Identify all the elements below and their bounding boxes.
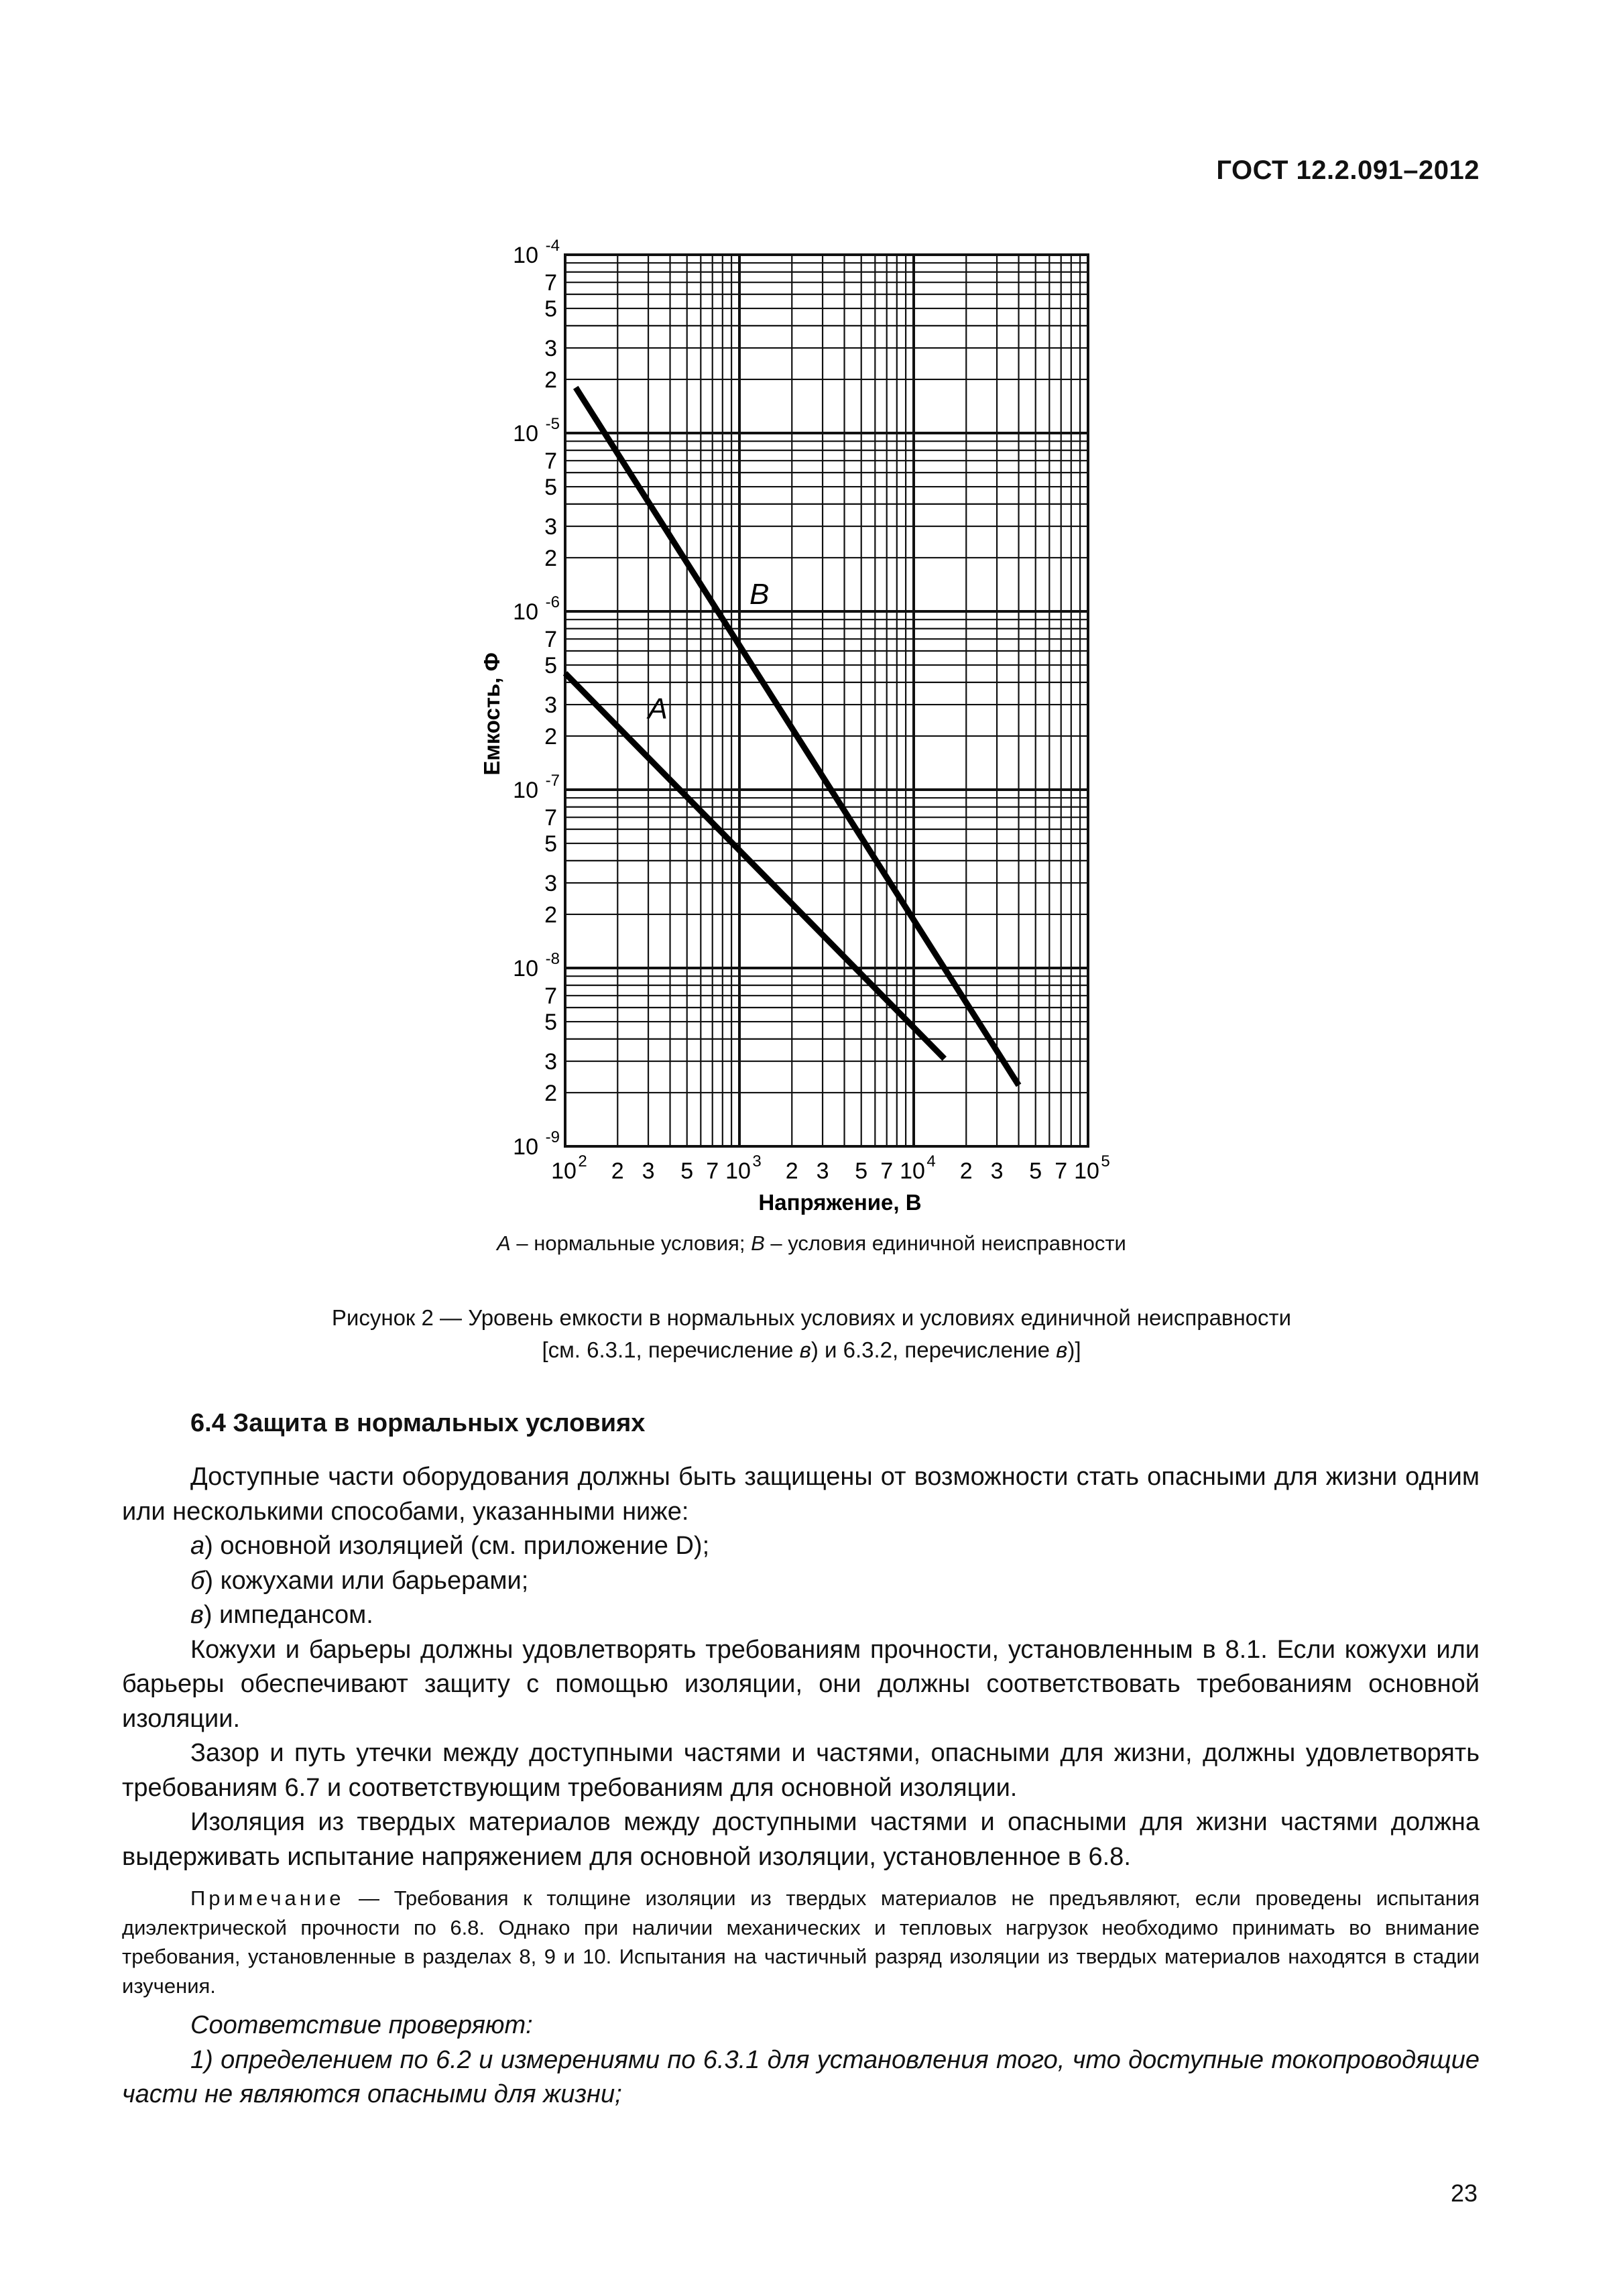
list-item-c: в) импедансом. [190,1601,373,1629]
note-paragraph [122,1884,1480,2000]
chart-grid [565,255,1088,1146]
y-tick-exponent: -8 [545,950,560,968]
x-tick-label: 3 [990,1158,1004,1184]
x-tick-label: 2 [611,1158,624,1184]
y-tick-label: 7 [544,448,557,475]
list-item-a: а) основной изоляцией (см. приложение D); [190,1532,710,1560]
page-number: 23 [1450,2179,1478,2207]
x-axis-label: Напряжение, В [758,1190,922,1215]
x-tick-exponent: 2 [578,1152,587,1170]
x-tick-label: 5 [1029,1158,1042,1184]
list-item-b: б) кожухами или барьерами; [190,1566,529,1595]
y-tick-label: 7 [544,983,557,1010]
note-text: — Требования к толщине изоляции из твердых материалов не предъявляют, если проведены испытания диэлектрической прочности по 6.8. Однако при наличии механических и тепловых нагрузок необходимо принимать во внимание требования, установленные в разделах 8, 9 и 10. Испытания на частичный разряд изоляции из твердых материалов находятся в стадии изучения. [122,1886,1480,1998]
series-line-a [565,673,945,1059]
y-tick-label: 10 [513,599,538,625]
compliance-heading: Соответствие проверяют: [190,2011,533,2039]
y-tick-label: 3 [544,871,557,897]
legend-key-b: В [751,1231,765,1255]
y-tick-label: 3 [544,336,557,362]
y-tick-label: 10 [513,1134,538,1160]
paragraph-clearance: Зазор и путь утечки между доступными частями и частями, опасными для жизни, должны удовлетворять требованиям 6.7 и соответствующим требованиям для основной изоляции. [122,1739,1480,1802]
x-tick-label: 10 [900,1158,925,1184]
x-tick-label: 5 [855,1158,868,1184]
chart-legend [0,1231,1623,1256]
section-title: 6.4 Защита в нормальных условиях [190,1409,646,1437]
paragraph-enclosures: Кожухи и барьеры должны удовлетворять требованиям прочности, установленным в 8.1. Если кожухи или барьеры обеспечивают защиту с помощью изоляции, они должны соответствовать требованиям основной изоляции. [122,1635,1480,1733]
y-tick-label: 2 [544,367,557,393]
y-tick-exponent: -5 [545,415,560,433]
x-tick-exponent: 3 [752,1152,762,1170]
x-tick-label: 7 [1055,1158,1068,1184]
y-tick-label: 7 [544,805,557,831]
y-tick-label: 7 [544,270,557,296]
document-code: ГОСТ 12.2.091–2012 [1216,156,1480,185]
y-tick-label: 10 [513,243,538,268]
caption-line-2: [см. 6.3.1, перечисление в) и 6.3.2, перечисление в)] [542,1337,1081,1362]
y-tick-labels [513,237,560,1160]
x-tick-labels [551,1152,1110,1184]
series-label-a: A [648,692,668,726]
y-tick-label: 5 [544,831,557,857]
series-label-b: B [749,577,770,611]
y-tick-label: 5 [544,653,557,679]
x-tick-label: 2 [959,1158,973,1184]
y-tick-label: 2 [544,723,557,749]
y-tick-exponent: -9 [545,1128,560,1146]
y-tick-label: 10 [513,778,538,803]
note-label: Примечание [190,1886,345,1910]
y-tick-label: 5 [544,475,557,501]
legend-key-a: А [497,1231,511,1255]
section-body [122,1460,1480,2112]
y-tick-label: 2 [544,902,557,928]
y-tick-label: 10 [513,421,538,446]
x-tick-label: 7 [706,1158,719,1184]
x-tick-label: 3 [816,1158,829,1184]
x-tick-exponent: 5 [1101,1152,1110,1170]
y-tick-label: 2 [544,545,557,571]
paragraph-insulation: Изоляция из твердых материалов между доступными частями и опасными для жизни частями должна выдерживать испытание напряжением для основной изоляции, установленное в 6.8. [122,1808,1480,1871]
legend-text-b: – условия единичной неисправности [764,1231,1126,1255]
y-tick-exponent: -4 [545,237,560,255]
y-tick-label: 2 [544,1080,557,1106]
compliance-item-1: 1) определением по 6.2 и измерениями по 6.3.1 для установления того, что доступные токопроводящие части не являются опасными для жизни; [122,2045,1480,2108]
y-tick-exponent: -7 [545,772,560,790]
y-tick-label: 10 [513,956,538,981]
x-tick-exponent: 4 [926,1152,936,1170]
y-tick-label: 3 [544,692,557,719]
x-tick-label: 2 [785,1158,798,1184]
y-axis-label: Емкость, Ф [479,652,504,776]
plot-frame [565,255,1088,1146]
x-tick-label: 5 [680,1158,694,1184]
y-tick-exponent: -6 [545,593,560,611]
caption-line-1: Рисунок 2 — Уровень емкости в нормальных условиях и условиях единичной неисправности [331,1305,1292,1330]
y-tick-label: 3 [544,1049,557,1075]
figure-caption [0,1302,1623,1366]
y-tick-label: 5 [544,296,557,322]
x-tick-label: 3 [642,1158,655,1184]
x-tick-label: 10 [551,1158,577,1184]
intro-paragraph: Доступные части оборудования должны быть защищены от возможности стать опасными для жизни одним или несколькими способами, указанными ниже: [122,1463,1480,1526]
y-tick-label: 7 [544,627,557,653]
y-tick-label: 5 [544,1010,557,1036]
x-tick-label: 10 [725,1158,751,1184]
y-tick-label: 3 [544,514,557,540]
x-tick-label: 10 [1074,1158,1099,1184]
legend-text-a: – нормальные условия; [510,1231,752,1255]
x-tick-label: 7 [880,1158,894,1184]
